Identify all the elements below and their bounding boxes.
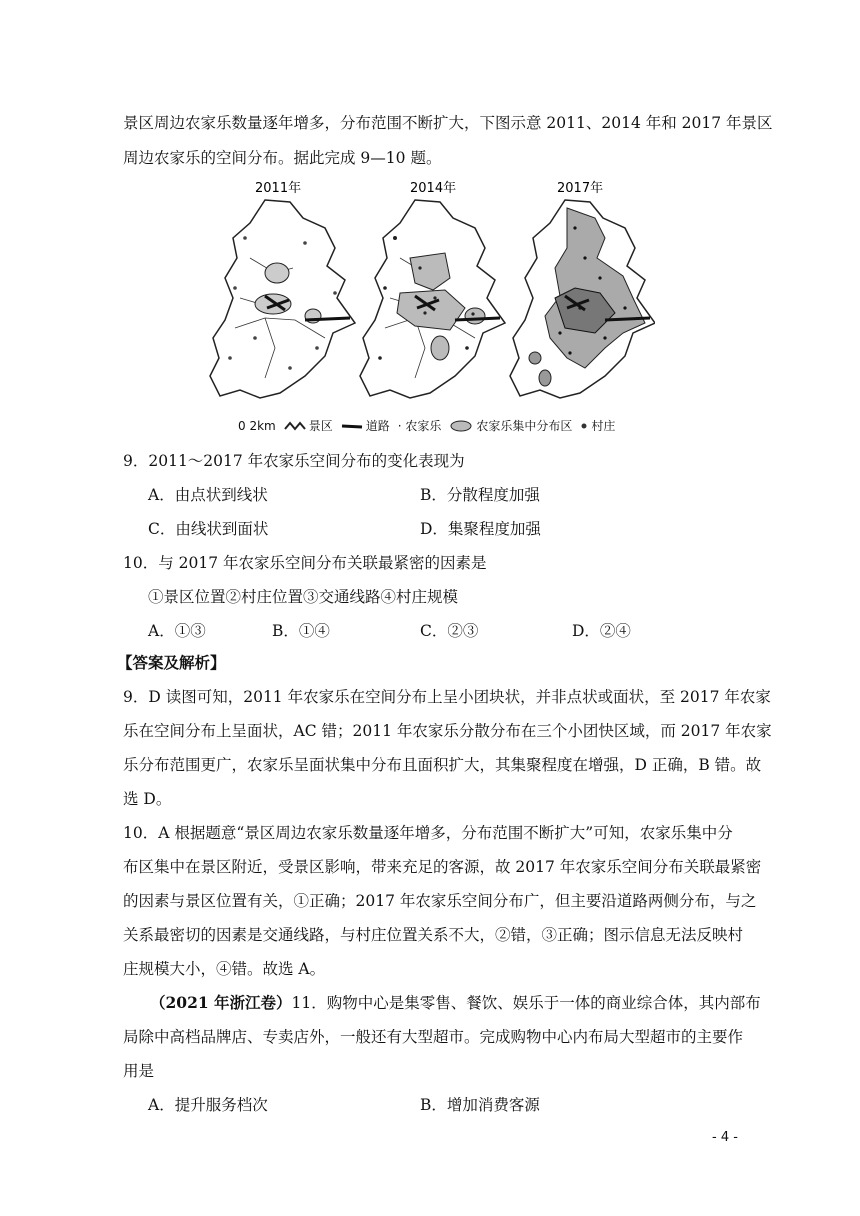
question-9-stem: 9．2011～2017 年农家乐空间分布的变化表现为 <box>123 452 465 470</box>
legend-village: 村庄 <box>580 417 615 434</box>
answer-heading: 【答案及解析】 <box>117 653 226 672</box>
legend-farmhouse: · 农家乐 <box>397 419 442 433</box>
map-title-2014: 2014年 <box>410 181 457 196</box>
question-11-source: （2021 年浙江卷） <box>150 993 292 1012</box>
legend-cluster: 农家乐集中分布区 <box>449 417 572 434</box>
question-9-option-a: A．由点状到线状 <box>148 486 268 504</box>
question-11-option-a: A．提升服务档次 <box>148 1096 268 1114</box>
answer-10-line-1: 10．A 根据题意“景区周边农家乐数量逐年增多，分布范围不断扩大”可知，农家乐集中分 <box>123 824 733 842</box>
question-11-text: 11．购物中心是集零售、餐饮、娱乐于一体的商业综合体，其内部布 <box>291 994 761 1012</box>
question-11-line-1 <box>150 992 761 1014</box>
answer-9-line-2: 乐在空间分布上呈面状，AC 错；2011 年农家乐分散分布在三个小团快区域，而 2017 年农家 <box>123 722 772 740</box>
village-dot-icon <box>580 422 588 430</box>
road-icon <box>341 421 363 431</box>
cluster-area-icon <box>449 420 473 432</box>
answer-10-line-5: 庄规模大小，④错。故选 A。 <box>123 960 326 978</box>
legend-scenic: 景区 <box>284 417 333 434</box>
answer-9-line-4: 选 D。 <box>123 790 172 808</box>
intro-line-1: 景区周边农家乐数量逐年增多，分布范围不断扩大，下图示意 2011、2014 年和 2017 年景区 <box>123 114 773 132</box>
question-11-line-2: 局除中高档品牌店、专卖店外，一般还有大型超市。完成购物中心内布局大型超市的主要作 <box>123 1028 744 1046</box>
question-11-line-3: 用是 <box>123 1062 155 1080</box>
question-10-stem: 10．与 2017 年农家乐空间分布关联最紧密的因素是 <box>123 554 487 572</box>
question-10-option-b: B．①④ <box>272 622 330 640</box>
question-10-option-c: C．②③ <box>420 622 479 640</box>
map-2017 <box>510 200 655 398</box>
answer-10-line-4: 关系最密切的因素是交通线路，与村庄位置关系不大，②错，③正确；图示信息无法反映村 <box>123 926 744 944</box>
answer-10-line-2: 布区集中在景区附近，受景区影响，带来充足的客源，故 2017 年农家乐空间分布关联最紧密 <box>123 858 762 876</box>
answer-10-line-3: 的因素与景区位置有关，①正确；2017 年农家乐空间分布广，但主要沿道路两侧分布，与之 <box>123 892 757 910</box>
map-title-2017: 2017年 <box>557 181 604 196</box>
legend-road: 道路 <box>341 417 390 434</box>
map-2014 <box>360 200 505 398</box>
answer-9-line-3: 乐分布范围更广，农家乐呈面状集中分布且面积扩大，其集聚程度在增强，D 正确，B 错。故 <box>123 756 762 774</box>
map-legend <box>238 417 615 434</box>
map-2011 <box>210 200 355 398</box>
question-9-option-c: C．由线状到面状 <box>148 520 269 538</box>
answer-9-line-1: 9．D 读图可知，2011 年农家乐在空间分布上呈小团块状，并非点状或面状，至 2017 年农家 <box>123 688 771 706</box>
map-title-2011: 2011年 <box>255 181 302 196</box>
question-10-items: ①景区位置②村庄位置③交通线路④村庄规模 <box>148 588 459 606</box>
question-11-option-b: B．增加消费客源 <box>420 1096 540 1114</box>
scenic-area-icon <box>284 421 306 431</box>
question-10-option-d: D．②④ <box>572 622 631 640</box>
question-10-option-a: A．①③ <box>148 622 206 640</box>
question-9-option-d: D．集聚程度加强 <box>420 520 541 538</box>
page-number: - 4 - <box>712 1130 738 1145</box>
farmhouse-distribution-figure <box>205 180 655 440</box>
legend-scale: 0 2km <box>238 418 276 433</box>
question-9-option-b: B．分散程度加强 <box>420 486 540 504</box>
intro-line-2: 周边农家乐的空间分布。据此完成 9—10 题。 <box>123 149 442 167</box>
